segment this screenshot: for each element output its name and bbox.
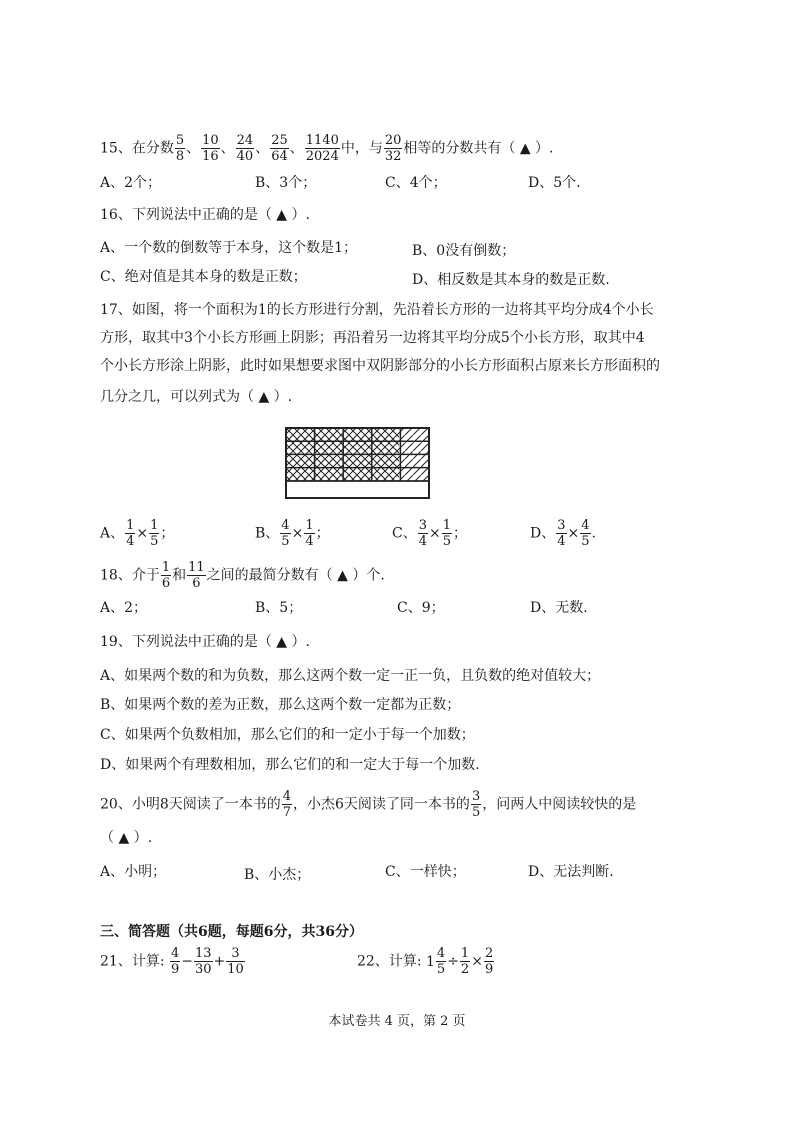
- fraction: $\frac{25}{64}$: [271, 133, 288, 164]
- q16-stem: 16、下列说法中正确的是（ ▲ ）.: [100, 207, 310, 223]
- q20-option-c: C、一样快；: [385, 864, 466, 880]
- q17-option-c: C、 $\frac{3}{4}$ × $\frac{1}{5}$ ；: [392, 518, 468, 549]
- q15-option-c: C、4个；: [385, 175, 447, 191]
- fraction: $\frac{20}{32}$: [384, 133, 402, 164]
- fraction: $\frac{1140}{2024}$: [305, 133, 339, 164]
- q15-option-b: B、3个；: [255, 175, 317, 191]
- q21-problem: 21、计算: $\frac{4}{9}$ − $\frac{13}{30}$ + $\frac{3}{10}$: [100, 946, 244, 977]
- fraction: $\frac{13}{30}$: [195, 946, 212, 977]
- q20-answer-slot: （ ▲ ）.: [100, 830, 153, 846]
- q16-option-c: C、绝对值是其本身的数是正数；: [100, 269, 307, 285]
- q17-line-3: 个小长方形涂上阴影，此时如果想要求图中双阴影部分的小长方形面积占原来长方形面积的: [100, 358, 660, 374]
- q15-stem: 15、在分数 $\frac{5}{8}$ 、 $\frac{10}{16}$ 、 $\frac{24}{40}$ 、 $\frac{25}{64}$ 、 $\frac{1140}{2024}$ 中，与 $\frac{20}{32}$ 相等的分数共有（ ▲ ）.: [100, 133, 554, 164]
- q18-option-d: D、无数.: [530, 600, 588, 616]
- q18-option-a: A、2；: [100, 600, 148, 616]
- q19-stem: 19、下列说法中正确的是（ ▲ ）.: [100, 634, 310, 650]
- fraction: $\frac{1}{2}$: [460, 946, 470, 977]
- fraction: $\frac{1}{4}$: [305, 518, 314, 549]
- q22-problem: 22、计算: 1 $\frac{4}{5}$ ÷ $\frac{1}{2}$ × $\frac{2}{9}$: [357, 946, 494, 977]
- fraction: $\frac{3}{5}$: [471, 789, 481, 820]
- q19-option-d: D、如果两个有理数相加，那么它们的和一定大于每一个加数.: [100, 757, 480, 773]
- q16-option-a: A、一个数的倒数等于本身，这个数是1；: [100, 240, 358, 256]
- fraction: $\frac{3}{4}$: [557, 518, 566, 549]
- fraction: $\frac{1}{6}$: [161, 560, 171, 591]
- fraction: $\frac{4}{9}$: [170, 946, 180, 977]
- q20-option-b: B、小杰；: [244, 867, 311, 883]
- q18-option-c: C、9；: [397, 600, 445, 616]
- diagram-bottom-strip: [286, 481, 429, 498]
- q17-option-d: D、 $\frac{3}{4}$ × $\frac{4}{5}$ .: [530, 518, 596, 549]
- q19-option-a: A、如果两个数的和为负数，那么这两个数一定一正一负，且负数的绝对值较大；: [100, 668, 601, 684]
- q19-option-c: C、如果两个负数相加，那么它们的和一定小于每一个加数；: [100, 727, 475, 743]
- q20-option-d: D、无法判断.: [528, 864, 614, 880]
- q16-option-b: B、0没有倒数；: [412, 243, 516, 259]
- q16-option-d: D、相反数是其本身的数是正数.: [412, 272, 610, 288]
- q17-option-a: A、 $\frac{1}{4}$ × $\frac{1}{5}$ ；: [100, 518, 175, 549]
- fraction: $\frac{4}{5}$: [436, 946, 446, 977]
- fraction: $\frac{24}{40}$: [236, 133, 254, 164]
- page-footer: 本试卷共 4 页，第 2 页: [328, 1014, 466, 1029]
- q17-rectangle-diagram: [285, 427, 430, 499]
- q15-option-d: D、5个.: [528, 175, 581, 191]
- q19-option-b: B、如果两个数的差为正数，那么这两个数一定都为正数；: [100, 697, 461, 713]
- fraction: $\frac{11}{6}$: [188, 560, 205, 591]
- fraction: $\frac{5}{8}$: [175, 133, 185, 164]
- fraction: $\frac{2}{9}$: [484, 946, 494, 977]
- q15-option-a: A、2个；: [100, 175, 162, 191]
- q17-line-1: 17、如图，将一个面积为1的长方形进行分割，先沿着长方形的一边将其平均分成4个小长: [100, 302, 654, 318]
- fraction: $\frac{4}{5}$: [581, 518, 590, 549]
- q18-option-b: B、5；: [255, 600, 303, 616]
- q20-option-a: A、小明；: [100, 864, 167, 880]
- fraction: $\frac{1}{4}$: [126, 518, 135, 549]
- fraction: $\frac{3}{4}$: [418, 518, 427, 549]
- q18-stem: 18、介于 $\frac{1}{6}$ 和 $\frac{11}{6}$ 之间的最简分数有（ ▲ ）个.: [100, 560, 385, 591]
- fraction: $\frac{4}{7}$: [282, 789, 292, 820]
- fraction: $\frac{1}{5}$: [150, 518, 159, 549]
- q17-line-2: 方形，取其中3个小长方形画上阴影；再沿着另一边将其平均分成5个小长方形，取其中4: [100, 330, 645, 346]
- q20-stem: 20、小明8天阅读了一本书的 $\frac{4}{7}$ ，小杰6天阅读了同一本书的 $\frac{3}{5}$ ，问两人中阅读较快的是: [100, 789, 637, 820]
- fraction: $\frac{4}{5}$: [281, 518, 290, 549]
- section-3-title: 三、简答题（共6题，每题6分，共36分）: [100, 924, 363, 940]
- q17-line-4: 几分之几，可以列式为（ ▲ ）.: [100, 389, 293, 405]
- q17-option-b: B、 $\frac{4}{5}$ × $\frac{1}{4}$ ；: [255, 518, 330, 549]
- fraction: $\frac{1}{5}$: [442, 518, 452, 549]
- fraction: $\frac{10}{16}$: [202, 133, 219, 164]
- fraction: $\frac{3}{10}$: [227, 946, 244, 977]
